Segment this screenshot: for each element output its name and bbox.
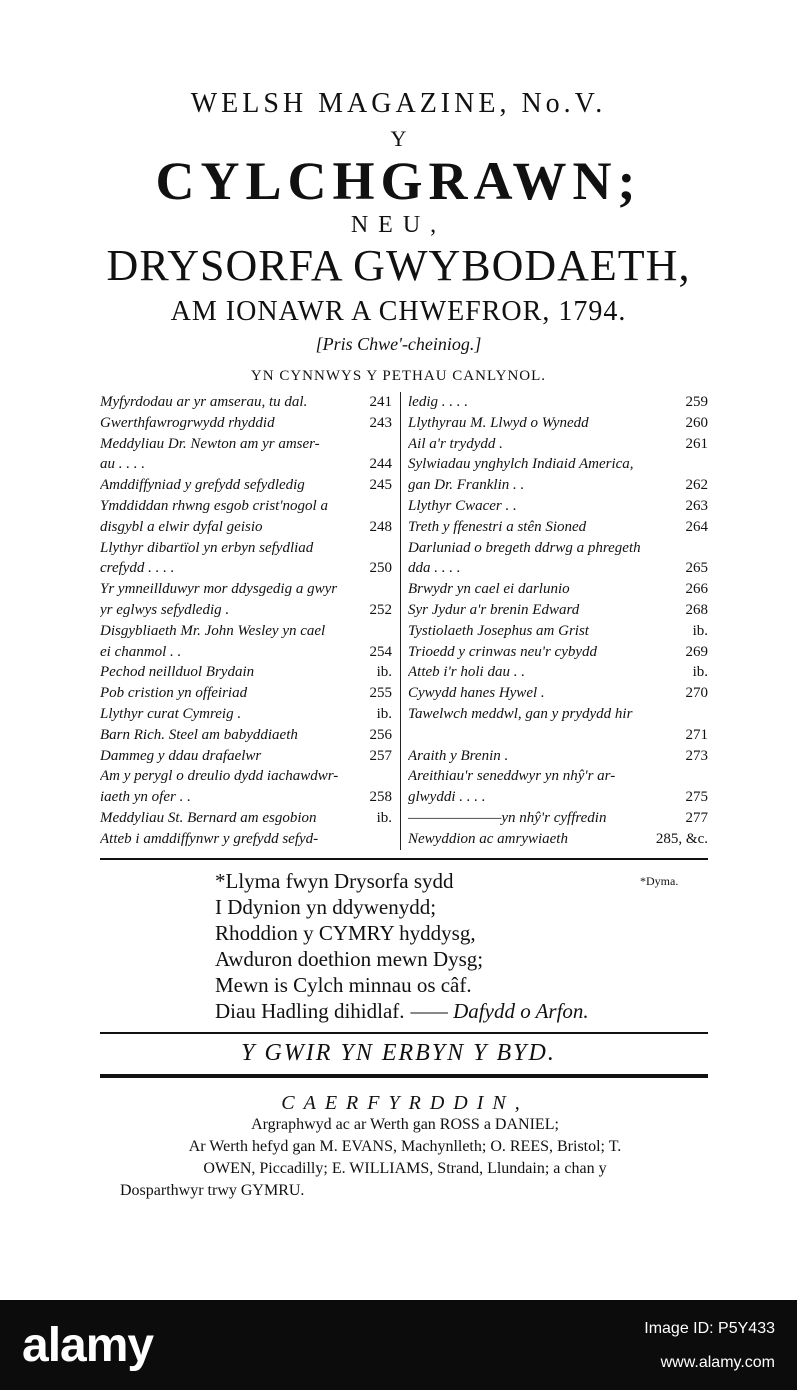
- contents-entry: [100, 725, 392, 746]
- entry-page: 256: [369, 726, 392, 743]
- entry-page: ib.: [376, 664, 392, 681]
- entry-title: Llythyr dibartïol yn erbyn sefydliad: [100, 539, 314, 556]
- contents-entry: [408, 683, 708, 704]
- rule-top: [100, 858, 708, 860]
- entry-title: Meddyliau Dr. Newton am yr amser-: [100, 435, 320, 452]
- contents-entry: [408, 475, 708, 496]
- entry-page: 252: [369, 601, 392, 618]
- contents-entry: [100, 662, 392, 683]
- entry-page: 255: [369, 685, 392, 702]
- entry-page: ib.: [376, 809, 392, 826]
- contents-entry: [100, 829, 392, 850]
- entry-title: Treth y ffenestri a stên Sioned: [408, 518, 587, 535]
- poem: [215, 868, 695, 1024]
- contents-entry: [408, 579, 708, 600]
- entry-title: Brwydr yn cael ei darlunio: [408, 581, 570, 598]
- entry-page: 271: [685, 726, 708, 743]
- entry-page: 266: [685, 581, 708, 598]
- contents-entry: [408, 829, 708, 850]
- subtitle: DRYSORFA GWYBODAETH,: [106, 241, 691, 290]
- contents-entry: [408, 662, 708, 683]
- entry-title: Llythyrau M. Llwyd o Wynedd: [408, 414, 589, 431]
- entry-title: Dammeg y ddau drafaelwr: [100, 747, 262, 764]
- entry-title: Darluniad o bregeth ddrwg a phregeth: [408, 539, 641, 556]
- contents-entry: [100, 413, 392, 434]
- imprint-line: Argraphwyd ac ar Werth gan ROSS a DANIEL;: [251, 1116, 559, 1133]
- entry-title: Am y perygl o dreulio dydd iachawdwr-: [100, 768, 339, 785]
- entry-page: 270: [685, 685, 708, 702]
- price: [Pris Chwe'-cheiniog.]: [315, 334, 482, 354]
- entry-page: 273: [685, 747, 708, 764]
- entry-page: 257: [369, 747, 392, 764]
- poem-footnote: *Dyma.: [640, 874, 679, 888]
- contents-entry: [408, 642, 708, 663]
- contents-entry: [100, 621, 392, 642]
- entry-page: 269: [685, 643, 708, 660]
- contents-entry: [408, 746, 708, 767]
- issue-date: AM IONAWR A CHWEFROR, 1794.: [170, 296, 627, 327]
- watermark-url: www.alamy.com: [660, 1354, 775, 1371]
- contents-heading: YN CYNNWYS Y PETHAU CANLYNOL.: [250, 368, 547, 384]
- poem-line: *Llyma fwyn Drysorfa sydd: [215, 869, 454, 893]
- entry-title: ei chanmol . .: [100, 643, 182, 660]
- imprint-city: CAERFYRDDIN,: [281, 1092, 529, 1114]
- entry-page: 245: [369, 477, 392, 494]
- entry-page: 241: [369, 394, 392, 410]
- contents-entry: [408, 434, 708, 455]
- image-id: Image ID: P5Y433: [644, 1320, 775, 1337]
- contents-entry: [100, 517, 392, 538]
- entry-title: Pechod neillduol Brydain: [100, 664, 255, 681]
- contents-entry: [408, 766, 708, 787]
- entry-page: 262: [685, 477, 708, 494]
- contents-entry: [100, 392, 392, 413]
- entry-title: Llythyr Cwacer . .: [408, 497, 517, 514]
- contents-entry: [100, 787, 392, 808]
- entry-page: ib.: [692, 664, 708, 681]
- poem-line: I Ddynion yn ddywenydd;: [215, 895, 437, 919]
- entry-title: Ail a'r trydydd .: [408, 435, 503, 452]
- motto: Y GWIR YN ERBYN Y BYD.: [241, 1040, 556, 1066]
- entry-page: 285, &c.: [655, 830, 708, 847]
- entry-title: dda . . . .: [408, 560, 461, 577]
- contents-right-column: [408, 392, 708, 850]
- contents-entry: [408, 787, 708, 808]
- imprint-line: Dosparthwyr trwy GYMRU.: [120, 1182, 305, 1199]
- entry-page: 259: [685, 394, 708, 410]
- entry-title: Newyddion ac amrywiaeth: [408, 830, 568, 847]
- entry-title: Ymddiddan rhwng esgob crist'nogol a: [100, 497, 328, 514]
- contents-entry: [100, 496, 392, 517]
- entry-page: 248: [369, 518, 392, 535]
- entry-page: 275: [685, 789, 708, 806]
- contents-entry: [100, 475, 392, 496]
- rule-thick: [100, 1074, 708, 1078]
- entry-page: 268: [685, 601, 708, 618]
- entry-page: 258: [369, 789, 392, 806]
- entry-title: au . . . .: [100, 456, 145, 473]
- contents-entry: [408, 558, 708, 579]
- entry-title: ledig . . . .: [408, 394, 468, 410]
- poem-line: Diau Hadling dihidlaf.: [215, 999, 405, 1023]
- entry-title: Gwerthfawrogrwydd rhyddid: [100, 414, 275, 431]
- entry-page: 250: [369, 560, 392, 577]
- contents-entry: [100, 558, 392, 579]
- contents-entry: [100, 454, 392, 475]
- entry-title: iaeth yn ofer . .: [100, 789, 191, 806]
- entry-title: Atteb i amddiffynwr y grefydd sefyd-: [100, 830, 319, 847]
- contents-entry: [408, 517, 708, 538]
- entry-title: Myfyrdodau ar yr amserau, tu dal.: [100, 394, 308, 410]
- poem-line: Mewn is Cylch minnau os câf.: [215, 973, 472, 997]
- poem-signature: —— Dafydd o Arfon.: [410, 999, 589, 1023]
- poem-line: Awduron doethion mewn Dysg;: [215, 947, 484, 971]
- entry-title: Areithiau'r seneddwyr yn nhŷ'r ar-: [408, 768, 616, 785]
- entry-title: ———————yn nhŷ'r cyffredin: [408, 809, 607, 826]
- entry-title: Barn Rich. Steel am babyddiaeth: [100, 726, 298, 743]
- entry-title: Tawelwch meddwl, gan y prydydd hir: [408, 705, 633, 722]
- entry-title: Amddiffyniad y grefydd sefydledig: [100, 477, 305, 494]
- contents-entry: [408, 392, 708, 413]
- imprint-line: OWEN, Piccadilly; E. WILLIAMS, Strand, Llundain; a chan y: [203, 1160, 607, 1177]
- entry-title: Cywydd hanes Hywel .: [408, 685, 545, 702]
- entry-title: Atteb i'r holi dau . .: [408, 664, 525, 681]
- contents-entry: [408, 413, 708, 434]
- entry-title: disgybl a elwir dyfal geisio: [100, 518, 263, 535]
- column-divider: [400, 392, 401, 850]
- title-y: Y: [390, 126, 407, 151]
- title-neu: NEU,: [350, 212, 447, 238]
- entry-title: gan Dr. Franklin . .: [408, 477, 525, 494]
- magazine-header: WELSH MAGAZINE, No.V.: [190, 88, 607, 119]
- entry-title: Pob cristion yn offeiriad: [100, 685, 248, 702]
- contents-left-column: [100, 392, 392, 850]
- contents-entry: [100, 434, 392, 455]
- entry-page: 260: [685, 414, 708, 431]
- poem-last-line: [215, 998, 695, 1024]
- entry-page: ib.: [376, 705, 392, 722]
- contents-entry: [408, 538, 708, 559]
- entry-title: Disgybliaeth Mr. John Wesley yn cael: [100, 622, 326, 639]
- contents-entry: [100, 808, 392, 829]
- main-title: CYLCHGRAWN;: [155, 151, 642, 211]
- entry-title: Meddyliau St. Bernard am esgobion: [100, 809, 317, 826]
- entry-page: 265: [685, 560, 708, 577]
- entry-page: 263: [685, 497, 708, 514]
- entry-page: 261: [685, 435, 708, 452]
- entry-title: Yr ymneillduwyr mor ddysgedig a gwyr: [100, 581, 338, 598]
- entry-title: yr eglwys sefydledig .: [100, 601, 230, 618]
- entry-title: Sylwiadau ynghylch Indiaid America,: [408, 456, 634, 473]
- entry-page: 244: [369, 456, 392, 473]
- contents-entry: [408, 600, 708, 621]
- entry-title: Araith y Brenin .: [408, 747, 509, 764]
- entry-page: ib.: [692, 622, 708, 639]
- contents-entry: [100, 704, 392, 725]
- entry-title: Llythyr curat Cymreig .: [100, 705, 242, 722]
- entry-page: 264: [685, 518, 708, 535]
- imprint-line: Ar Werth hefyd gan M. EVANS, Machynlleth; O. REES, Bristol; T.: [188, 1138, 622, 1155]
- contents-entry: [100, 538, 392, 559]
- alamy-logo: alamy: [22, 1319, 154, 1372]
- contents-entry: [100, 766, 392, 787]
- rule-middle: [100, 1032, 708, 1034]
- contents-entry: [100, 683, 392, 704]
- contents-entry: [408, 725, 708, 746]
- contents-entry: [408, 704, 708, 725]
- entry-title: glwyddi . . . .: [408, 789, 486, 806]
- contents-entry: [408, 808, 708, 829]
- contents-entry: [100, 600, 392, 621]
- watermark-banner: [0, 1300, 797, 1390]
- poem-line: Rhoddion y CYMRY hyddysg,: [215, 921, 476, 945]
- entry-title: crefydd . . . .: [100, 560, 175, 577]
- contents-entry: [100, 579, 392, 600]
- contents-entry: [100, 746, 392, 767]
- entry-title: Tystiolaeth Josephus am Grist: [408, 622, 589, 639]
- entry-page: 243: [369, 414, 392, 431]
- entry-title: Syr Jydur a'r brenin Edward: [408, 601, 580, 618]
- entry-title: Trioedd y crinwas neu'r cybydd: [408, 643, 598, 660]
- contents-entry: [408, 454, 708, 475]
- contents-entry: [408, 496, 708, 517]
- contents-entry: [100, 642, 392, 663]
- entry-page: 277: [685, 809, 708, 826]
- entry-page: 254: [369, 643, 392, 660]
- contents-entry: [408, 621, 708, 642]
